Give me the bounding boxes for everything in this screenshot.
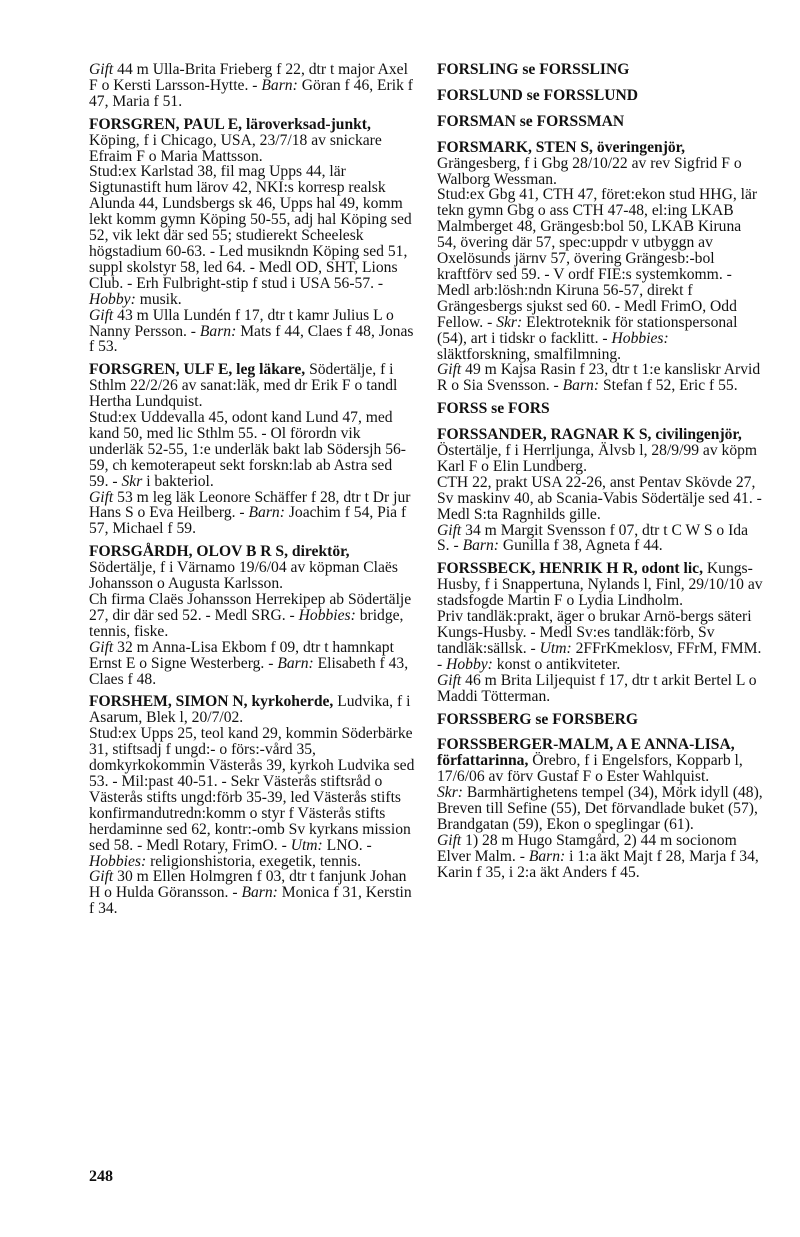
cross-reference: FORSMAN se FORSSMAN <box>437 112 625 130</box>
entry-heading: FORSGÅRDH, OLOV B R S, direktör, <box>89 543 350 561</box>
cross-reference: FORSLUND se FORSSLUND <box>437 86 639 104</box>
gift-label: Gift <box>437 831 462 849</box>
barn-label: Barn: <box>562 377 600 395</box>
entry-intro: Örebro, f i Engelsfors, Kopparb l, 17/6/06 av förv Gustaf F o Ester Wahlquist. <box>437 752 743 786</box>
entry-heading: FORSGREN, PAUL E, läroverksad-junkt, <box>89 115 371 133</box>
gift-text: 34 m Margit Svensson f 07, dtr t C W S o Ida S. - <box>437 521 749 555</box>
cross-reference: FORSS se FORS <box>437 400 550 418</box>
entry-intro: Södertälje, f i Värnamo 19/6/04 av köpman Claës Johansson o Augusta Karlsson. <box>89 559 398 593</box>
entry-career: CTH 22, prakt USA 22-26, anst Pentav Skövde 27, Sv maskinv 40, ab Scania-Vabis Södertälje sed 41. - Medl S:ta Ragnhilds gille. <box>437 473 762 523</box>
gift-text: 32 m Anna-Lisa Ekbom f 09, dtr t hamnkapt Ernst E o Signe Westerberg. - <box>89 638 394 672</box>
entry-heading: FORSMARK, STEN S, överingenjör, <box>437 138 686 156</box>
entry-career: Stud:ex Karlstad 38, fil mag Upps 44, lär Sigtunastift hum lärov 42, NKI:s korresp realsk Alunda 44, Lundsbergs sk 46, Upps hal 49, komm lekt komm gymn Köping 50-55, adj hal Köping sed 52, vik lekt där sed 55; studierekt Scheelesk högstadium 60-63. - Led musikndn Köping sed 51, suppl skolstyr 58, led 64. - Medl OD, SHT, Lions Club. - Erh Fulbright-stip f stud i USA 56-57. - <box>89 163 412 292</box>
entry-forsgren-paul <box>89 117 415 356</box>
entry-forssander <box>437 427 764 554</box>
gift-label: Gift <box>89 61 114 78</box>
entry-career: Stud:ex Upps 25, teol kand 29, kommin Söderbärke 31, stiftsadj f ungd:- o förs:-vård 35, domkyrkokommin Västerås 39, kyrkoh Ludvika sed 53. - Mil:past 40-51. - Sekr Västerås stiftsråd o Västerås stifts ungd:förb 35-39, led Västerås stifts konfirmandutredn:komm o styr f Västerås stifts herdaminne sed 62, kontr:-omb Sv kyrkans mission sed 58. - Medl Rotary, FrimO. - <box>89 725 415 854</box>
gift-text: 1) 28 m Hugo Stamgård, 2) 44 m socionom Elver Malm. - <box>437 831 737 865</box>
gift-text: 46 m Brita Liljequist f 17, dtr t arkit Bertel L o Maddi Tötterman. <box>437 671 757 705</box>
skr-text: Barmhärtighetens tempel (34), Mörk idyll (48), Breven till Sefine (55), Det förvandlade buket (57), Brandgatan (59), Ekon o speglingar (61). <box>437 784 763 833</box>
barn-label: Barn: <box>248 504 285 522</box>
entry-intro: Södertälje, f i Sthlm 22/2/26 av sanat:läk, med dr Erik F o tandl Hertha Lundquist. <box>89 361 398 411</box>
barn-text: Monica f 31, Kerstin f 34. <box>89 884 412 918</box>
entry-continuation <box>89 62 415 110</box>
barn-label: Barn: <box>277 654 314 672</box>
entry-intro: Kungs-Husby, f i Snappertuna, Nylands l, Finl, 29/10/10 av stadsfogde Martin F o Lydia Lindholm. <box>437 560 763 610</box>
entry-forssberger-malm <box>437 737 764 880</box>
entry-intro: Köping, f i Chicago, USA, 23/7/18 av snickare Efraim F o Maria Mattsson. <box>89 131 382 165</box>
skr-label: Skr: <box>496 313 523 331</box>
barn-text: Göran f 46, Erik f 47, Maria f 51. <box>89 76 413 110</box>
barn-label: Barn: <box>528 847 566 865</box>
entry-forsmark <box>437 140 764 395</box>
left-column <box>89 62 415 924</box>
right-column <box>437 62 764 888</box>
entry-forssbeck <box>437 561 764 704</box>
gift-label: Gift <box>437 521 462 539</box>
entry-forsgardh <box>89 544 415 687</box>
gift-text: 43 m Ulla Lundén f 17, dtr t kamr Julius L o Nanny Persson. - <box>89 306 394 340</box>
barn-text: Stefan f 52, Eric f 55. <box>602 377 738 395</box>
entry-heading: FORSSBECK, HENRIK H R, odont lic, <box>437 560 703 578</box>
entry-heading: FORSGREN, ULF E, leg läkare, <box>89 361 306 379</box>
barn-text: Joachim f 54, Pia f 57, Michael f 59. <box>89 504 407 538</box>
entry-career: Ch firma Claës Johansson Herrekipер ab Södertälje 27, dir där sed 52. - Medl SRG. - <box>89 591 412 624</box>
hobbies-label: Hobbies: <box>298 606 356 624</box>
gift-text: 49 m Kajsa Rasin f 23, dtr t 1:e kansliskr Arvid R o Sia Svensson. - <box>437 361 761 395</box>
barn-label: Barn: <box>241 884 278 902</box>
entry-heading: FORSHEM, SIMON N, kyrkoherde, <box>89 693 334 711</box>
hobbies-label: Hobbies: <box>89 852 147 870</box>
gift-label: Gift <box>89 488 114 506</box>
entry-career: Stud:ex Gbg 41, CTH 47, föret:ekon stud HHG, lär tekn gymn Gbg o ass CTH 47-48, el:ing LKAB Malmberget 48, Grängesb:bol 50, LKAB Kiruna 54, övering där 57, spec:uppdr v utbyggn av Oxelösunds järnv 57, övering Grängesb:-bol kraftförv sed 59. - V ordf FIE:s systemkomm. - Medl arb:lösh:ndn Kiruna 56-57, direkt f Grängesbergs sjukst sed 60. - Medl FrimO, Odd Fellow. - <box>437 186 758 331</box>
cross-reference: FORSLING se FORSSLING <box>437 61 630 78</box>
hobbies-text: religionshistoria, exegetik, tennis. <box>150 852 361 870</box>
gift-label: Gift <box>89 306 114 324</box>
barn-text: Mats f 44, Claes f 48, Jonas f 53. <box>89 322 414 356</box>
utm-label: Utm: <box>290 836 323 854</box>
hobbies-label: Hobby: <box>446 655 493 673</box>
entry-heading: FORSSBERGER-MALM, A E ANNA-LISA, författarinna, <box>437 736 735 770</box>
hobbies-label: Hobbies: <box>611 329 669 347</box>
gift-label: Gift <box>89 638 114 656</box>
cross-reference: FORSSBERG se FORSBERG <box>437 710 639 728</box>
entry-forsgren-ulf <box>89 362 415 537</box>
skr-text: i bakteriol. <box>146 472 214 490</box>
hobbies-text: släktforskning, smalfilmning. <box>437 345 622 363</box>
utm-text: 2FFrKmeklosv, FFrM, FMM. - <box>437 639 762 673</box>
barn-label: Barn: <box>261 76 298 94</box>
barn-label: Barn: <box>199 322 237 340</box>
barn-text: i 1:a äkt Majt f 28, Marja f 34, Karin f 35, i 2:a äkt Anders f 45. <box>437 847 759 881</box>
barn-label: Barn: <box>462 537 499 555</box>
hobbies-text: musik. <box>139 290 182 308</box>
skr-label: Skr <box>121 472 143 490</box>
utm-label: Utm: <box>539 639 572 657</box>
entry-intro: Östertälje, f i Herrljunga, Älvsb l, 28/9/99 av köpm Karl F o Elin Lundberg. <box>437 442 758 475</box>
utm-text: LNO. - <box>326 836 372 854</box>
entry-career: Stud:ex Uddevalla 45, odont kand Lund 47, med kand 50, med lic Sthlm 55. - Ol förordn vik underläk 52-55, 1:e underläk bakt lab Södersjh 56-59, ch kemoterapeut sekt forskn:lab ab Astra sed 59. - <box>89 409 406 490</box>
hobbies-text: bridge, tennis, fiske. <box>89 606 404 640</box>
entry-heading: FORSSANDER, RAGNAR K S, civilingenjör, <box>437 426 742 444</box>
gift-text: 30 m Ellen Holmgren f 03, dtr t fanjunk Johan H o Hulda Göransson. - <box>89 868 407 902</box>
gift-label: Gift <box>437 671 462 689</box>
barn-text: Gunilla f 38, Agneta f 44. <box>502 537 663 555</box>
entry-forshem <box>89 694 415 917</box>
skr-text: Elektroteknik för stationspersonal (54), art i tidskr o facklitt. - <box>437 313 738 347</box>
hobbies-label: Hobby: <box>89 290 136 308</box>
gift-label: Gift <box>89 868 114 886</box>
barn-text: Elisabeth f 43, Claes f 48. <box>89 654 409 688</box>
gift-label: Gift <box>437 361 462 379</box>
entry-intro: Ludvika, f i Asarum, Blek l, 20/7/02. <box>89 693 411 727</box>
gift-text: 53 m leg läk Leonore Schäffer f 28, dtr t Dr jur Hans S o Eva Heilberg. - <box>89 488 411 522</box>
page-number: 248 <box>89 1168 113 1185</box>
skr-label: Skr: <box>437 784 463 802</box>
gift-text: 44 m Ulla-Brita Frieberg f 22, dtr t major Axel F o Kersti Larsson-Hytte. - <box>89 61 408 94</box>
entry-intro: Grängesberg, f i Gbg 28/10/22 av rev Sigfrid F o Walborg Wessman. <box>437 154 742 188</box>
entry-career: Priv tandläk:prakt, äger o brukar Arnö-bergs säteri Kungs-Husby. - Medl Sv:es tandläk:förb, Sv tandläk:sällsk. - <box>437 608 752 657</box>
hobbies-text: konst o antikviteter. <box>496 655 621 673</box>
